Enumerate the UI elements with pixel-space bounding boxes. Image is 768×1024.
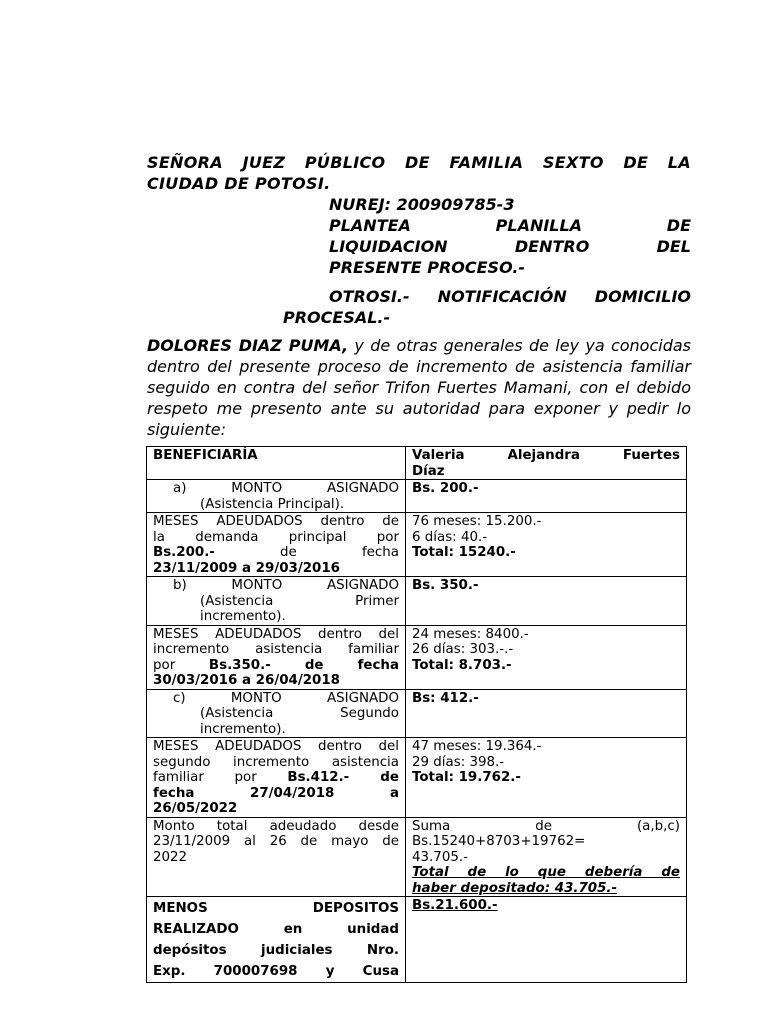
reference-line-2: LIQUIDACION DENTRO DEL xyxy=(329,237,691,256)
sum-line4: Total de lo que debería de xyxy=(412,865,680,880)
amount-c-label-3: incremento). xyxy=(200,721,286,737)
total-owed-line1: Monto total adeudado desde xyxy=(153,818,399,834)
beneficiary-header: BENEFICIARÍA xyxy=(153,448,258,463)
beneficiary-name-line2: Díaz xyxy=(412,463,445,479)
months-3-line3 xyxy=(153,770,399,786)
months-3-familiar: familiar por xyxy=(153,770,257,785)
table-cell xyxy=(147,817,406,897)
amount-b-label-1: b) MONTO ASIGNADO xyxy=(173,578,399,593)
months-1-line3 xyxy=(153,545,399,561)
table-cell xyxy=(406,689,687,738)
table-row xyxy=(147,513,687,577)
table-cell xyxy=(147,625,406,689)
table-row xyxy=(147,447,687,480)
months-2-line1: MESES ADEUDADOS dentro del xyxy=(153,626,399,642)
table-cell xyxy=(147,689,406,738)
sum-line1: Suma de (a,b,c) xyxy=(412,818,680,834)
table-row xyxy=(147,689,687,738)
reference-line-3: PRESENTE PROCESO.- xyxy=(329,258,526,277)
table-cell xyxy=(406,897,687,983)
table-cell xyxy=(147,447,406,480)
court-heading-line1: SEÑORA JUEZ PÚBLICO DE FAMILIA SEXTO DE LA xyxy=(147,153,691,172)
intro-paragraph xyxy=(147,335,691,440)
otrosi-line-2: PROCESAL.- xyxy=(283,308,391,327)
table-cell xyxy=(406,738,687,818)
months-1-count: 76 meses: 15.200.- xyxy=(412,514,542,529)
months-3-line2: segundo incremento asistencia xyxy=(153,754,399,770)
intro-text: y de otras generales de ley ya conocidas dentro del presente proceso de incremento de asistencia familiar seguido en contra del señor Trifon Fuertes Mamani, con el debido respeto me presento ante su autoridad para exponer y pedir lo siguiente: xyxy=(147,336,691,439)
months-2-count: 24 meses: 8400.- xyxy=(412,626,529,642)
months-2-por: por xyxy=(153,657,176,673)
sum-line3: 43.705.- xyxy=(412,849,468,865)
months-3-line4: fecha 27/04/2018 a xyxy=(153,785,399,801)
months-2-line2: incremento asistencia familiar xyxy=(153,642,399,657)
table-row xyxy=(147,480,687,513)
table-cell xyxy=(147,738,406,818)
amount-a-label-1: a) MONTO ASIGNADO xyxy=(173,481,399,496)
months-1-line1: MESES ADEUDADOS dentro de xyxy=(153,514,399,529)
amount-c-label-1: c) MONTO ASIGNADO xyxy=(173,690,399,706)
table-row xyxy=(147,738,687,818)
amount-c-label-2: (Asistencia Segundo xyxy=(200,706,399,721)
table-cell xyxy=(406,513,687,577)
beneficiary-name-line1: Valeria Alejandra Fuertes xyxy=(412,448,680,463)
months-3-days: 29 días: 398.- xyxy=(412,754,505,770)
months-2-total: Total: 8.703.- xyxy=(412,657,512,673)
table-cell xyxy=(406,480,687,513)
reference-line-1: PLANTEA PLANILLA DE xyxy=(329,216,691,235)
reference-block xyxy=(329,194,691,278)
months-3-count: 47 meses: 19.364.- xyxy=(412,739,542,754)
court-heading-line2: CIUDAD DE POTOSI. xyxy=(147,174,331,193)
liquidation-table xyxy=(146,446,687,983)
months-1-fecha: fecha xyxy=(361,545,399,560)
table-cell xyxy=(406,625,687,689)
months-3-amount: Bs.412.- de xyxy=(287,770,399,785)
months-1-range: 23/11/2009 a 29/03/2016 xyxy=(153,560,340,576)
amount-b-value: Bs. 350.- xyxy=(412,578,479,593)
petitioner-name: DOLORES DIAZ PUMA, xyxy=(147,336,349,355)
nurej-number: NUREJ: 200909785-3 xyxy=(329,195,515,214)
months-1-line2: la demanda principal por xyxy=(153,529,399,545)
table-cell xyxy=(147,577,406,626)
months-3-total: Total: 19.762.- xyxy=(412,770,521,785)
table-row xyxy=(147,625,687,689)
months-2-amount: Bs.350.- de fecha xyxy=(208,657,399,673)
months-1-amount: Bs.200.- xyxy=(153,545,215,560)
table-cell xyxy=(147,480,406,513)
deposits-line2: REALIZADO en unidad xyxy=(153,922,399,937)
sum-line2: Bs.15240+8703+19762= xyxy=(412,834,586,849)
table-row xyxy=(147,817,687,897)
table-cell xyxy=(406,817,687,897)
amount-b-label-2: (Asistencia Primer xyxy=(200,593,399,609)
table-row xyxy=(147,897,687,983)
months-3-line5: 26/05/2022 xyxy=(153,801,238,816)
months-1-de: de xyxy=(280,545,297,560)
months-1-days: 6 días: 40.- xyxy=(412,529,488,545)
table-row xyxy=(147,577,687,626)
table-cell xyxy=(147,897,406,983)
total-owed-line2: 23/11/2009 al 26 de mayo de xyxy=(153,834,399,849)
otrosi-line-1: OTROSI.- NOTIFICACIÓN DOMICILIO xyxy=(329,287,691,306)
months-1-total: Total: 15240.- xyxy=(412,545,516,560)
amount-b-label-3: incremento). xyxy=(200,609,286,624)
total-owed-line3: 2022 xyxy=(153,849,188,865)
months-2-range: 30/03/2016 a 26/04/2018 xyxy=(153,673,340,688)
amount-c-value: Bs: 412.- xyxy=(412,690,479,706)
deposits-line3: depósitos judiciales Nro. xyxy=(153,943,399,958)
deposits-line4: Exp. 700007698 y Cusa xyxy=(153,964,399,979)
table-cell xyxy=(147,513,406,577)
amount-a-label-2: (Asistencia Principal). xyxy=(200,496,345,512)
table-cell xyxy=(406,577,687,626)
amount-a-value: Bs. 200.- xyxy=(412,481,479,496)
table-cell xyxy=(406,447,687,480)
deposits-amount: Bs.21.600.- xyxy=(412,898,498,913)
deposits-line1: MENOS DEPOSITOS xyxy=(153,901,399,916)
sum-line5: haber depositado: 43.705.- xyxy=(412,880,618,896)
months-2-days: 26 días: 303.-.- xyxy=(412,642,514,657)
months-3-line1: MESES ADEUDADOS dentro del xyxy=(153,739,399,754)
months-2-line3 xyxy=(153,658,399,674)
